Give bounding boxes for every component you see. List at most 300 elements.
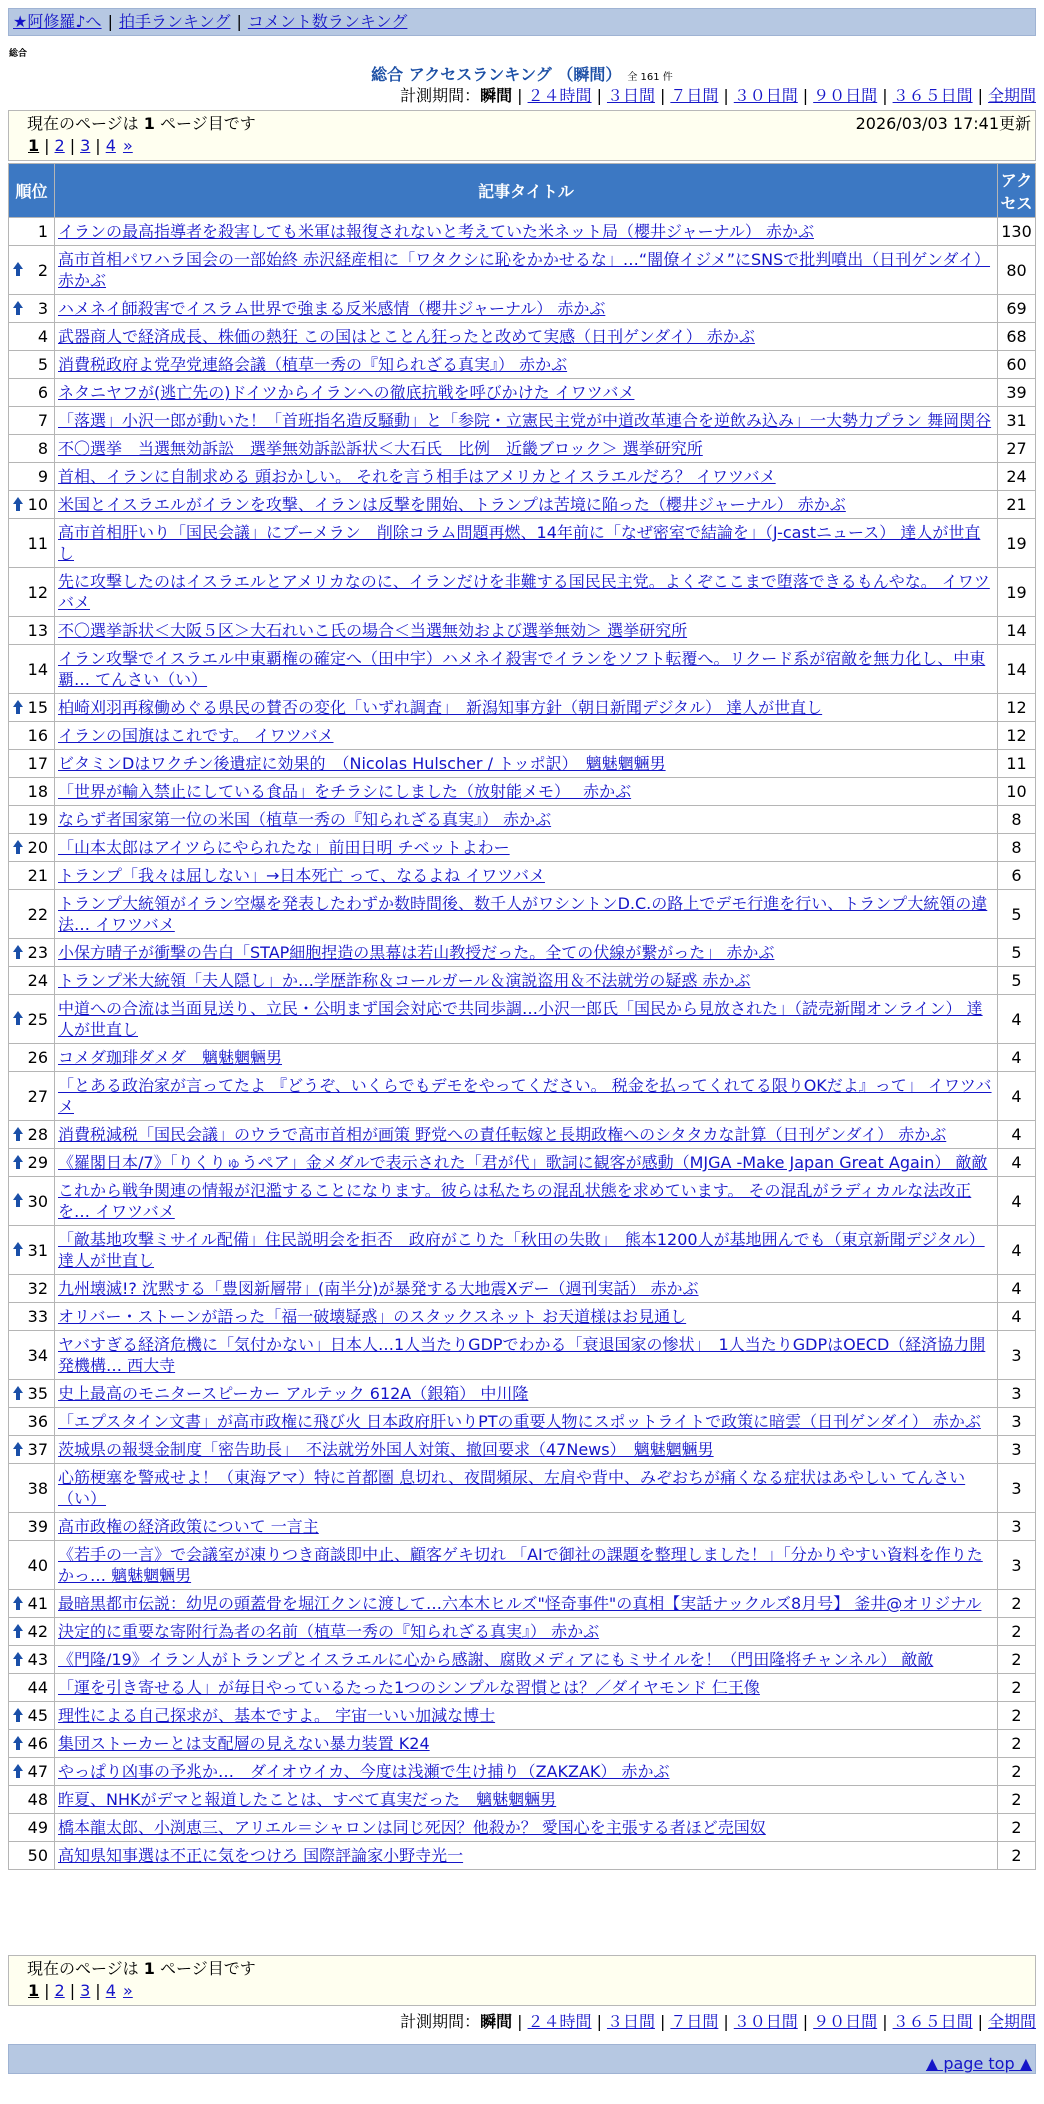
access-count: 31 xyxy=(998,407,1036,435)
article-link[interactable]: やっぱり凶事の予兆か… ダイオウイカ、今度は浅瀬で生け捕り（ZAKZAK） 赤かぶ xyxy=(58,1762,670,1781)
rank-cell xyxy=(9,967,55,995)
title-cell xyxy=(55,1464,998,1513)
table-row xyxy=(9,806,1036,834)
title-cell xyxy=(55,1842,998,1870)
page-separator: | xyxy=(69,136,76,155)
period-selector-bottom xyxy=(400,2012,1036,2032)
clap-ranking-link[interactable]: 拍手ランキング xyxy=(118,12,231,31)
access-count: 3 xyxy=(998,1380,1036,1408)
rank-cell xyxy=(9,1590,55,1618)
rank-cell xyxy=(9,1380,55,1408)
title-cell xyxy=(55,1121,998,1149)
rank-cell xyxy=(9,890,55,939)
rank-number: 27 xyxy=(27,1086,48,1106)
page-separator: | xyxy=(44,136,50,155)
rank-cell xyxy=(9,1618,55,1646)
table-row xyxy=(9,1044,1036,1072)
article-link[interactable]: 先に攻撃したのはイスラエルとアメリカなのに、イランだけを非難する国民民主党。よくぞここまで堕落できるもんやな。 イワツバメ xyxy=(58,572,990,612)
table-row xyxy=(9,323,1036,351)
period-separator: | xyxy=(882,2012,888,2031)
table-row xyxy=(9,1275,1036,1303)
page-links xyxy=(27,135,1017,157)
page-separator: | xyxy=(69,1981,76,2000)
page-title xyxy=(0,62,1044,85)
access-count: 5 xyxy=(998,967,1036,995)
title-cell xyxy=(55,1226,998,1275)
rank-up-arrow-icon xyxy=(13,1242,23,1258)
rank-number: 46 xyxy=(27,1734,48,1753)
title-cell xyxy=(55,491,998,519)
article-link[interactable]: 小保方晴子が衝撃の告白「STAP細胞捏造の黒幕は若山教授だった。全ての伏線が繋がった」 赤かぶ xyxy=(58,943,775,962)
article-link[interactable]: イランの国旗はこれです。 イワツバメ xyxy=(58,726,334,745)
rank-cell xyxy=(9,1758,55,1786)
article-link[interactable]: 「運を引き寄せる人」が毎日やっているたった1つのシンプルな習慣とは？／ダイヤモンド 仁王像 xyxy=(58,1678,760,1697)
access-count: 130 xyxy=(998,218,1036,246)
table-row xyxy=(9,939,1036,967)
rank-cell xyxy=(9,407,55,435)
rank-number: 16 xyxy=(27,726,48,745)
nav-separator: | xyxy=(236,12,242,31)
article-link[interactable]: トランプ大統領がイラン空爆を発表したわずか数時間後、数千人がワシントンD.C.の路上でデモ行進を行い、トランプ大統領の違法… イワツバメ xyxy=(58,894,988,934)
rank-cell xyxy=(9,218,55,246)
article-link[interactable]: 不〇選挙訴状＜大阪５区＞大石れいこ氏の場合＜当選無効および選挙無効＞ 選挙研究所 xyxy=(58,621,688,640)
next-page-link[interactable]: » xyxy=(122,1981,133,2000)
title-cell xyxy=(55,1758,998,1786)
access-count: 80 xyxy=(998,246,1036,295)
title-cell xyxy=(55,323,998,351)
article-link[interactable]: 消費税政府よ党孕党連絡会議（植草一秀の『知られざる真実』） 赤かぶ xyxy=(58,355,568,374)
rank-number: 25 xyxy=(27,1009,48,1029)
article-link[interactable]: 高市首相パワハラ国会の一部始終 赤沢経産相に「ワタクシに恥をかかせるな」…“闇僚イジメ”にSNSで批判噴出（日刊ゲンダイ） 赤かぶ xyxy=(58,250,991,290)
article-link[interactable]: 消費税減税「国民会議」のウラで高市首相が画策 野党への責任転嫁と長期政権へのシタタカな計算（日刊ゲンダイ） 赤かぶ xyxy=(58,1125,947,1144)
table-row xyxy=(9,1814,1036,1842)
table-row xyxy=(9,750,1036,778)
period-current: 瞬間 xyxy=(480,86,513,105)
header-title: 記事タイトル xyxy=(55,164,998,218)
period-link[interactable]: ２４時間 xyxy=(527,2012,592,2031)
page-separator: | xyxy=(95,1981,101,2000)
rank-cell xyxy=(9,1541,55,1590)
table-row xyxy=(9,1541,1036,1590)
table-row xyxy=(9,1646,1036,1674)
ranking-rows xyxy=(9,218,1036,1870)
rank-up-arrow-icon xyxy=(13,1596,23,1612)
rank-number: 43 xyxy=(27,1650,48,1669)
access-count: 6 xyxy=(998,862,1036,890)
category-tag: 総合 xyxy=(9,49,28,59)
article-link[interactable]: 「世界が輸入禁止にしている食品」をチラシにしました（放射能メモ） 赤かぶ xyxy=(58,782,632,801)
rank-number: 8 xyxy=(37,439,48,458)
access-count: 2 xyxy=(998,1590,1036,1618)
rank-number: 1 xyxy=(37,222,48,241)
article-link[interactable]: ネタニヤフが(逃亡先の)ドイツからイランへの徹底抗戦を呼びかけた イワツバメ xyxy=(58,383,635,402)
access-count: 5 xyxy=(998,939,1036,967)
article-link[interactable]: 昨夏、NHKがデマと報道したことは、すべて真実だった 魑魅魍魎男 xyxy=(58,1790,557,1809)
article-link[interactable]: 首相、イランに自制求める 頭おかしい。 それを言う相手はアメリカとイスラエルだろ？ イワツバメ xyxy=(58,467,776,486)
title-cell xyxy=(55,1541,998,1590)
period-link[interactable]: ３０日間 xyxy=(733,2012,798,2031)
rank-number: 3 xyxy=(37,299,48,318)
article-link[interactable]: 高市政権の経済政策について 一言主 xyxy=(58,1517,319,1536)
rank-number: 13 xyxy=(27,621,48,640)
period-link[interactable]: ３０日間 xyxy=(733,86,798,105)
title-cell xyxy=(55,1331,998,1380)
access-count: 4 xyxy=(998,1226,1036,1275)
access-count: 60 xyxy=(998,351,1036,379)
rank-number: 36 xyxy=(27,1412,48,1431)
rank-number: 37 xyxy=(27,1440,48,1459)
period-separator: | xyxy=(977,2012,983,2031)
rank-up-arrow-icon xyxy=(13,945,23,961)
rank-cell xyxy=(9,1842,55,1870)
rank-number: 6 xyxy=(37,383,48,402)
title-cell xyxy=(55,435,998,463)
period-link[interactable]: ２４時間 xyxy=(527,86,592,105)
article-link[interactable]: イラン攻撃でイスラエル中東覇権の確定へ（田中宇）ハメネイ殺害でイランをソフト転覆へ。リクード系が宿敵を無力化し、中東覇… てんさい（い） xyxy=(58,649,986,689)
article-link[interactable]: ハメネイ師殺害でイスラム世界で強まる反米感情（櫻井ジャーナル） 赤かぶ xyxy=(58,299,606,318)
article-link[interactable]: 「敵基地攻撃ミサイル配備」住民説明会を拒否 政府がこりた「秋田の失敗」 熊本1200人が基地囲んでも（東京新聞デジタル） 達人が世直し xyxy=(58,1230,985,1270)
article-link[interactable]: 中道への合流は当面見送り、立民・公明まず国会対応で共同歩調…小沢一郎氏「国民から見放された」（読売新聞オンライン） 達人が世直し xyxy=(58,999,983,1039)
rank-cell xyxy=(9,379,55,407)
title-cell xyxy=(55,1674,998,1702)
table-row xyxy=(9,1226,1036,1275)
table-row xyxy=(9,463,1036,491)
article-link[interactable]: コメダ珈琲ダメダ 魑魅魍魎男 xyxy=(58,1048,283,1067)
period-link[interactable]: 全期間 xyxy=(987,2012,1036,2031)
page-link[interactable]: 3 xyxy=(80,1981,91,2000)
article-link[interactable]: オリバー・ストーンが語った「福一破壊疑惑」のスタックスネット お天道様はお見通し xyxy=(58,1307,687,1326)
rank-cell xyxy=(9,806,55,834)
table-row xyxy=(9,351,1036,379)
page-separator: | xyxy=(44,1981,50,2000)
home-link[interactable]: ★阿修羅♪へ xyxy=(13,12,102,31)
rank-number: 14 xyxy=(27,659,48,679)
article-link[interactable]: 高知県知事選は不正に気をつけろ 国際評論家小野寺光一 xyxy=(58,1846,464,1865)
page-link[interactable]: 4 xyxy=(105,1981,116,2000)
article-link[interactable]: 武器商人で経済成長、株価の熱狂 この国はとことん狂ったと改めて実感（日刊ゲンダイ） 赤かぶ xyxy=(58,327,755,346)
access-count: 12 xyxy=(998,722,1036,750)
access-count: 39 xyxy=(998,379,1036,407)
access-count: 4 xyxy=(998,995,1036,1044)
period-separator: | xyxy=(802,86,809,105)
total-count: 全 161 件 xyxy=(627,72,673,83)
table-row xyxy=(9,722,1036,750)
page-link[interactable]: 2 xyxy=(54,136,65,155)
title-cell xyxy=(55,778,998,806)
title-cell xyxy=(55,995,998,1044)
rank-cell xyxy=(9,1331,55,1380)
access-count: 4 xyxy=(998,1177,1036,1226)
title-cell xyxy=(55,1303,998,1331)
header-access: アクセス xyxy=(998,164,1036,218)
period-separator: | xyxy=(517,2012,523,2031)
access-count: 3 xyxy=(998,1464,1036,1513)
article-link[interactable]: ならず者国家第一位の米国（植草一秀の『知られざる真実』） 赤かぶ xyxy=(58,810,552,829)
rank-cell xyxy=(9,1513,55,1541)
rank-cell xyxy=(9,939,55,967)
article-link[interactable]: トランプ「我々は屈しない」→日本死亡 って、なるよね イワツバメ xyxy=(58,866,545,885)
period-label: 計測期間： xyxy=(400,2012,481,2031)
period-link[interactable]: ９０日間 xyxy=(813,86,878,105)
table-row xyxy=(9,1408,1036,1436)
article-link[interactable]: 不〇選挙 当選無効訴訟 選挙無効訴訟訴状＜大石氏 比例 近畿ブロック＞ 選挙研究所 xyxy=(58,439,703,458)
rank-cell xyxy=(9,568,55,617)
rank-number: 29 xyxy=(27,1153,48,1172)
rank-cell xyxy=(9,1786,55,1814)
table-row xyxy=(9,1702,1036,1730)
title-cell xyxy=(55,407,998,435)
access-count: 4 xyxy=(998,1121,1036,1149)
access-count: 69 xyxy=(998,295,1036,323)
article-link[interactable]: ヤバすぎる経済危機に「気付かない」日本人…1人当たりGDPでわかる「衰退国家の惨状」 1人当たりGDPはOECD（経済協力開発機構… 西大寺 xyxy=(58,1335,986,1375)
rank-up-arrow-icon xyxy=(13,1736,23,1752)
rank-number: 24 xyxy=(27,971,48,990)
page-top-link[interactable]: ▲ page top ▲ xyxy=(925,2054,1032,2073)
title-cell xyxy=(55,1513,998,1541)
rank-cell xyxy=(9,1303,55,1331)
rank-number: 32 xyxy=(27,1279,48,1298)
period-link[interactable]: ７日間 xyxy=(670,2012,719,2031)
title-cell xyxy=(55,806,998,834)
period-separator: | xyxy=(659,2012,666,2031)
access-count: 2 xyxy=(998,1702,1036,1730)
page-position-suffix: ページ目です xyxy=(160,1959,256,1978)
table-row xyxy=(9,890,1036,939)
article-link[interactable]: 集団ストーカーとは支配層の見えない暴力装置 K24 xyxy=(58,1734,430,1753)
rank-cell xyxy=(9,1072,55,1121)
page-link[interactable]: 4 xyxy=(105,136,116,155)
rank-number: 17 xyxy=(27,754,48,773)
rank-cell xyxy=(9,246,55,295)
article-link[interactable]: 高市首相肝いり「国民会議」にブーメラン 削除コラム問題再燃、14年前に「なぜ密室で結論を」（J-castニュース） 達人が世直し xyxy=(58,523,981,563)
rank-cell xyxy=(9,1408,55,1436)
rank-number: 9 xyxy=(37,467,48,486)
rank-number: 15 xyxy=(27,698,48,717)
rank-cell xyxy=(9,1674,55,1702)
rank-number: 21 xyxy=(27,866,48,885)
nav-separator: | xyxy=(107,12,113,31)
article-link[interactable]: ビタミンDはワクチン後遺症に効果的 （Nicolas Hulscher / トッポ訳） 魑魅魍魎男 xyxy=(58,754,666,773)
rank-cell xyxy=(9,1177,55,1226)
rank-number: 18 xyxy=(27,782,48,801)
title-cell xyxy=(55,1786,998,1814)
period-link[interactable]: ３６５日間 xyxy=(892,2012,973,2031)
rank-number: 10 xyxy=(27,495,48,514)
updated-timestamp: 2026/03/03 17:41更新 xyxy=(855,114,1031,133)
rank-number: 5 xyxy=(37,355,48,374)
access-count: 19 xyxy=(998,568,1036,617)
rank-number: 20 xyxy=(27,838,48,857)
table-row xyxy=(9,1730,1036,1758)
rank-cell xyxy=(9,323,55,351)
rank-cell xyxy=(9,463,55,491)
rank-number: 23 xyxy=(27,943,48,962)
rank-up-arrow-icon xyxy=(13,700,23,716)
title-cell xyxy=(55,1275,998,1303)
rank-up-arrow-icon xyxy=(13,1386,23,1402)
title-cell xyxy=(55,519,998,568)
title-cell xyxy=(55,568,998,617)
title-cell xyxy=(55,939,998,967)
rank-cell xyxy=(9,1275,55,1303)
page-position-number: 1 xyxy=(143,114,155,133)
article-link[interactable]: 《若手の一言》で会議室が凍りつき商談即中止、顧客ゲキ切れ 「AIで御社の課題を整理しました！」「分かりやすい資料を作りたかっ… 魑魅魍魎男 xyxy=(58,1545,983,1585)
period-selector-top xyxy=(400,86,1036,106)
table-row xyxy=(9,435,1036,463)
rank-number: 38 xyxy=(27,1478,48,1498)
page-position xyxy=(27,1958,1017,1980)
table-row xyxy=(9,1072,1036,1121)
pager-bottom xyxy=(8,1955,1036,2006)
table-row xyxy=(9,1380,1036,1408)
rank-number: 2 xyxy=(37,260,48,280)
rank-number: 41 xyxy=(27,1594,48,1613)
article-link[interactable]: 《羅閣日本/7》「りくりゅうペア」金メダルで表示された「君が代」歌詞に観客が感動（MJGA -Make Japan Great Again） 敵敵 xyxy=(58,1153,988,1172)
title-cell xyxy=(55,1618,998,1646)
period-link[interactable]: ３６５日間 xyxy=(892,86,973,105)
access-count: 4 xyxy=(998,1149,1036,1177)
title-cell xyxy=(55,862,998,890)
top-nav-bar xyxy=(8,8,1036,36)
period-current: 瞬間 xyxy=(480,2012,513,2031)
article-link[interactable]: 「落選」小沢一郎が動いた！「首班指名造反騒動」と「参院・立憲民主党が中道改革連合を逆飲み込み」一大勢力プラン 舞岡関谷 xyxy=(58,411,992,430)
article-link[interactable]: 九州壊滅!? 沈黙する「豊図新層帯」(南半分)が暴発する大地震Xデー（週刊実話） 赤かぶ xyxy=(58,1279,699,1298)
page-link[interactable]: 2 xyxy=(54,1981,65,2000)
title-cell xyxy=(55,890,998,939)
rank-cell xyxy=(9,778,55,806)
rank-number: 31 xyxy=(27,1240,48,1260)
page-links xyxy=(27,1980,1017,2002)
rank-cell xyxy=(9,519,55,568)
access-count: 24 xyxy=(998,463,1036,491)
period-link[interactable]: ７日間 xyxy=(670,86,719,105)
next-page-link[interactable]: » xyxy=(122,136,133,155)
title-cell xyxy=(55,218,998,246)
access-count: 2 xyxy=(998,1814,1036,1842)
table-row xyxy=(9,995,1036,1044)
rank-number: 30 xyxy=(27,1191,48,1211)
table-row xyxy=(9,1842,1036,1870)
title-cell xyxy=(55,645,998,694)
rank-cell xyxy=(9,435,55,463)
rank-number: 47 xyxy=(27,1762,48,1781)
rank-number: 26 xyxy=(27,1048,48,1067)
table-row xyxy=(9,1674,1036,1702)
article-link[interactable]: これから戦争関連の情報が氾濫することになります。彼らは私たちの混乱状態を求めています。 その混乱がラディカルな法改正を… イワツバメ xyxy=(58,1181,972,1221)
table-row xyxy=(9,617,1036,645)
title-cell xyxy=(55,1436,998,1464)
rank-up-arrow-icon xyxy=(13,1442,23,1458)
table-row xyxy=(9,1436,1036,1464)
rank-cell xyxy=(9,617,55,645)
table-row xyxy=(9,1513,1036,1541)
access-count: 5 xyxy=(998,890,1036,939)
article-link[interactable]: 《門隆/19》イラン人がトランプとイスラエルに心から感謝、腐敗メディアにもミサイルを！（門田隆将チャンネル） 敵敵 xyxy=(58,1650,934,1669)
pager-top xyxy=(8,110,1036,161)
article-link[interactable]: 茨城県の報奨金制度「密告助長」 不法就労外国人対策、撤回要求（47News） 魑魅魍魎男 xyxy=(58,1440,714,1459)
article-link[interactable]: イランの最高指導者を殺害しても米軍は報復されないと考えていた米ネット局（櫻井ジャーナル） 赤かぶ xyxy=(58,222,814,241)
access-count: 2 xyxy=(998,1758,1036,1786)
rank-cell xyxy=(9,1121,55,1149)
article-link[interactable]: 米国とイスラエルがイランを攻撃、イランは反撃を開始、トランプは苦境に陥った（櫻井ジャーナル） 赤かぶ xyxy=(58,495,846,514)
access-count: 3 xyxy=(998,1331,1036,1380)
access-count: 10 xyxy=(998,778,1036,806)
article-link[interactable]: 史上最高のモニタースピーカー アルテック 612A（銀箱） 中川隆 xyxy=(58,1384,529,1403)
access-count: 27 xyxy=(998,435,1036,463)
page-link[interactable]: 3 xyxy=(80,136,91,155)
article-link[interactable]: 決定的に重要な寄附行為者の名前（植草一秀の『知られざる真実』） 赤かぶ xyxy=(58,1622,600,1641)
access-count: 8 xyxy=(998,834,1036,862)
rank-cell xyxy=(9,1149,55,1177)
article-link[interactable]: 理性による自己探求が、基本ですよ。 宇宙一いい加減な博士 xyxy=(58,1706,496,1725)
article-link[interactable]: 最暗黒都市伝説：幼児の頭蓋骨を堀江クンに渡して…六本木ヒルズ"怪奇事件"の真相【実話ナックルズ8月号】 釜井@オリジナル xyxy=(58,1594,982,1613)
rank-cell xyxy=(9,694,55,722)
rank-up-arrow-icon xyxy=(13,1708,23,1724)
period-link[interactable]: ９０日間 xyxy=(813,2012,878,2031)
article-link[interactable]: 橋本龍太郎、小渕恵三、アリエル＝シャロンは同じ死因？他殺か？ 愛国心を主張する者ほど売国奴 xyxy=(58,1818,766,1837)
title-cell xyxy=(55,295,998,323)
period-separator: | xyxy=(723,86,729,105)
page-position-prefix: 現在のページは xyxy=(27,114,139,133)
access-count: 2 xyxy=(998,1618,1036,1646)
rank-up-arrow-icon xyxy=(13,1764,23,1780)
rank-number: 12 xyxy=(27,582,48,602)
rank-number: 34 xyxy=(27,1345,48,1365)
article-link[interactable]: 「山本太郎はアイツらにやられたな」前田日明 チベットよわー xyxy=(58,838,510,857)
period-link[interactable]: 全期間 xyxy=(987,86,1036,105)
rank-up-arrow-icon xyxy=(13,840,23,856)
access-count: 3 xyxy=(998,1436,1036,1464)
table-row xyxy=(9,1464,1036,1513)
rank-up-arrow-icon xyxy=(13,1652,23,1668)
period-link[interactable]: ３日間 xyxy=(606,86,655,105)
table-row xyxy=(9,407,1036,435)
rank-cell xyxy=(9,722,55,750)
title-cell xyxy=(55,1702,998,1730)
current-page: 1 xyxy=(28,1981,40,2000)
article-link[interactable]: 「とある政治家が言ってたよ 『どうぞ、いくらでもデモをやってください。 税金を払ってくれてる限りOKだよ』って」 イワツバメ xyxy=(58,1076,992,1116)
comment-ranking-link[interactable]: コメント数ランキング xyxy=(247,12,408,31)
table-row xyxy=(9,295,1036,323)
period-link[interactable]: ３日間 xyxy=(606,2012,655,2031)
rank-number: 11 xyxy=(27,533,48,553)
period-label: 計測期間： xyxy=(400,86,481,105)
rank-number: 35 xyxy=(27,1384,48,1403)
title-cell xyxy=(55,617,998,645)
rank-cell xyxy=(9,862,55,890)
title-cell xyxy=(55,1149,998,1177)
table-row xyxy=(9,1303,1036,1331)
article-link[interactable]: トランプ米大統領「夫人隠し」か…学歴詐称＆コールガール＆演説盗用＆不法就労の疑惑 赤かぶ xyxy=(58,971,751,990)
title-cell xyxy=(55,750,998,778)
rank-up-arrow-icon xyxy=(13,1155,23,1171)
title-cell xyxy=(55,1380,998,1408)
table-row xyxy=(9,568,1036,617)
rank-cell xyxy=(9,351,55,379)
period-separator: | xyxy=(517,86,523,105)
article-link[interactable]: 心筋梗塞を警戒せよ！（東海アマ）特に首都圏 息切れ、夜間頻尿、左肩や背中、みぞおちが痛くなる症状はあやしい てんさい（い） xyxy=(58,1468,966,1508)
access-count: 3 xyxy=(998,1541,1036,1590)
article-link[interactable]: 柏崎刈羽再稼働めぐる県民の賛否の変化「いずれ調査」 新潟知事方針（朝日新聞デジタル） 達人が世直し xyxy=(58,698,823,717)
rank-up-arrow-icon xyxy=(13,1624,23,1640)
title-cell xyxy=(55,1408,998,1436)
current-page: 1 xyxy=(28,136,40,155)
access-count: 4 xyxy=(998,1072,1036,1121)
table-row xyxy=(9,834,1036,862)
page-separator: | xyxy=(95,136,101,155)
access-count: 4 xyxy=(998,1303,1036,1331)
article-link[interactable]: 「エプスタイン文書」が高市政権に飛び火 日本政府肝いりPTの重要人物にスポットライトで政策に暗雲（日刊ゲンダイ） 赤かぶ xyxy=(58,1412,981,1431)
